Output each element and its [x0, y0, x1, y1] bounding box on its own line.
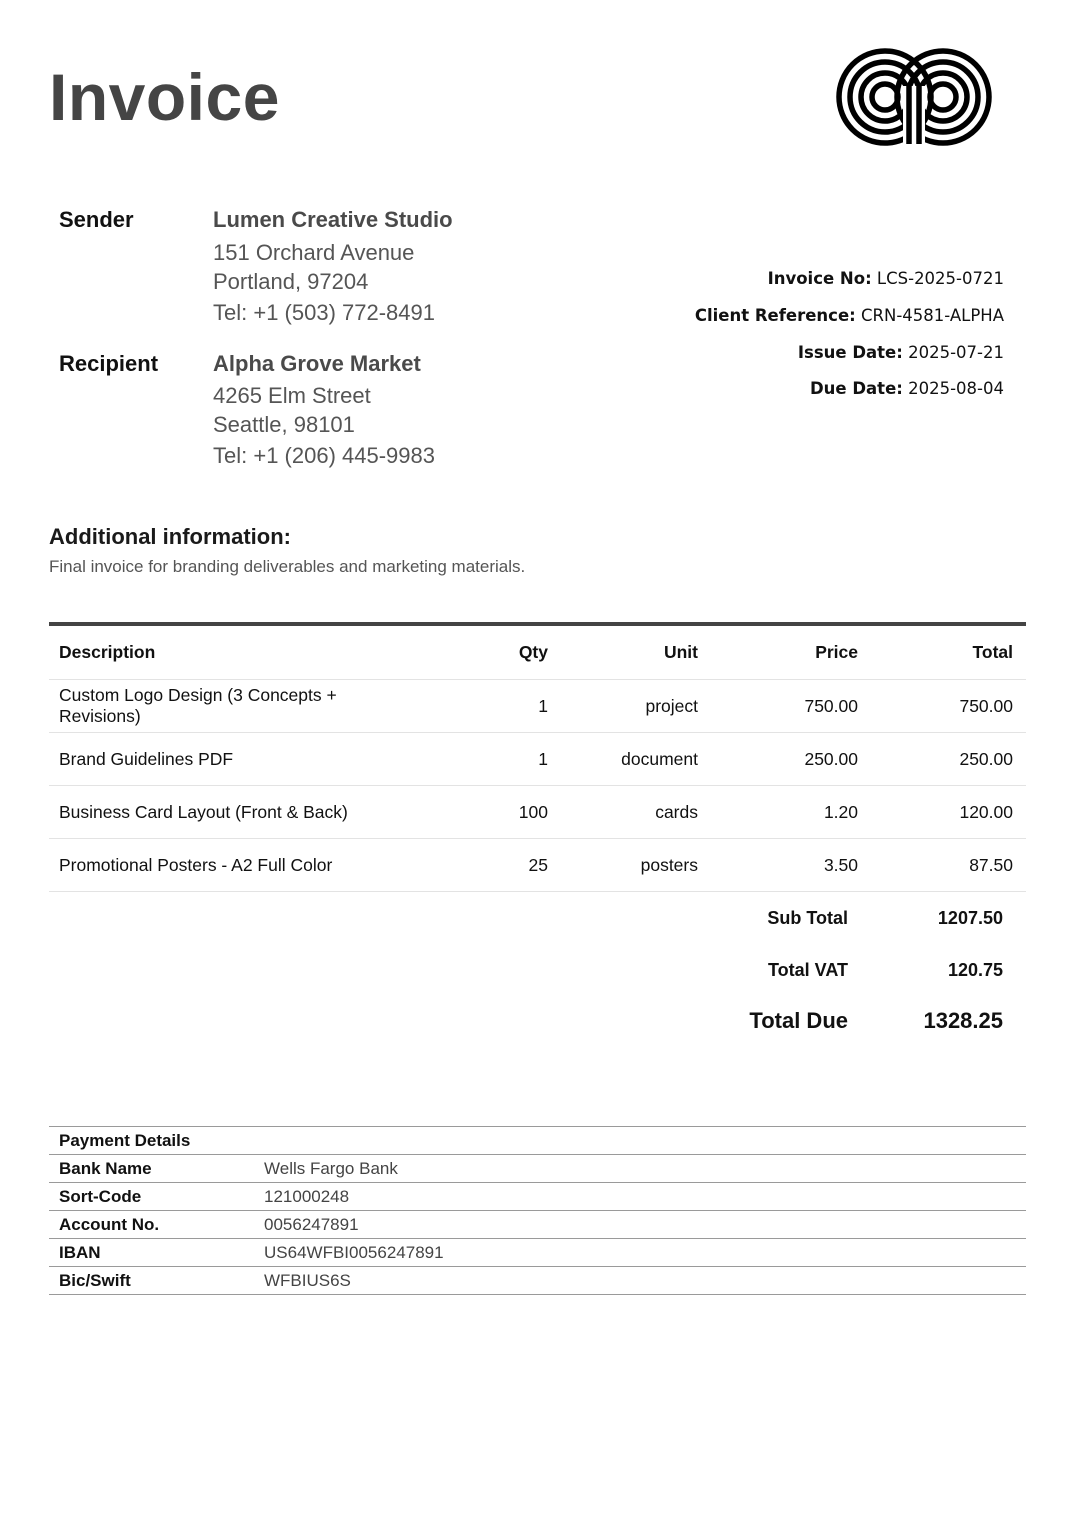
additional-info-title: Additional information: — [49, 524, 291, 549]
item-unit: project — [645, 695, 698, 716]
header-total: Total — [972, 642, 1013, 662]
table-row — [49, 786, 1026, 839]
item-price: 1.20 — [823, 801, 858, 822]
payment-details-title: Payment Details — [59, 1130, 191, 1150]
payment-row — [49, 1267, 1026, 1295]
items-table — [49, 622, 1026, 892]
monogram-logo-icon — [835, 46, 995, 148]
payment-label: Account No. — [59, 1214, 160, 1234]
payment-value: 121000248 — [264, 1186, 350, 1206]
payment-value: Wells Fargo Bank — [264, 1158, 398, 1178]
total-due-value: 1328.25 — [923, 1008, 1003, 1033]
recipient-address: 4265 Elm Street — [213, 383, 371, 408]
item-description: Business Card Layout (Front & Back) — [59, 801, 348, 822]
item-price: 3.50 — [823, 854, 858, 875]
vat-value: 120.75 — [947, 960, 1003, 980]
sender-city: Portland, 97204 — [213, 269, 369, 294]
item-description: Brand Guidelines PDF — [59, 748, 234, 769]
sender-name: Lumen Creative Studio — [213, 207, 453, 232]
recipient-tel: Tel: +1 (206) 445-9983 — [213, 443, 435, 468]
payment-details-table — [49, 1126, 1026, 1295]
item-qty: 25 — [528, 854, 548, 875]
table-row — [49, 839, 1026, 892]
header-unit: Unit — [663, 642, 698, 662]
item-total: 250.00 — [959, 748, 1013, 769]
header-qty: Qty — [518, 642, 548, 662]
item-qty: 1 — [538, 695, 548, 716]
additional-info-text: Final invoice for branding deliverables and marketing materials. — [49, 557, 526, 576]
item-total: 87.50 — [969, 854, 1013, 875]
payment-label: Bic/Swift — [59, 1270, 131, 1290]
sender-label: Sender — [59, 207, 134, 232]
item-price: 250.00 — [804, 748, 858, 769]
item-qty: 1 — [538, 748, 548, 769]
sender-address: 151 Orchard Avenue — [213, 240, 415, 265]
header-price: Price — [815, 642, 858, 662]
recipient-label: Recipient — [59, 351, 159, 376]
header-description: Description — [59, 642, 156, 662]
item-qty: 100 — [518, 801, 548, 822]
vat-label: Total VAT — [768, 960, 848, 980]
page-title: Invoice — [49, 60, 280, 134]
table-header-row — [49, 626, 1026, 680]
client-reference: Client Reference: CRN-4581-ALPHA — [694, 306, 1004, 325]
invoice-number: Invoice No: LCS-2025-0721 — [767, 269, 1004, 288]
due-date: Due Date: 2025-08-04 — [809, 379, 1004, 398]
item-unit: document — [621, 748, 698, 769]
item-unit: posters — [640, 854, 698, 875]
payment-row — [49, 1183, 1026, 1211]
payment-label: Bank Name — [59, 1158, 152, 1178]
payment-details-header — [49, 1127, 1026, 1155]
payment-row — [49, 1155, 1026, 1183]
item-description: Custom Logo Design (3 Concepts + Revisions) — [59, 685, 337, 726]
sender-tel: Tel: +1 (503) 772-8491 — [213, 300, 435, 325]
payment-row — [49, 1211, 1026, 1239]
item-description: Promotional Posters - A2 Full Color — [59, 854, 333, 875]
recipient-city: Seattle, 98101 — [213, 412, 355, 437]
subtotal-value: 1207.50 — [937, 908, 1003, 928]
total-due-label: Total Due — [749, 1008, 848, 1033]
item-total: 750.00 — [959, 695, 1013, 716]
item-price: 750.00 — [804, 695, 858, 716]
item-unit: cards — [655, 801, 698, 822]
issue-date: Issue Date: 2025-07-21 — [797, 343, 1004, 362]
table-row — [49, 680, 1026, 733]
payment-value: WFBIUS6S — [264, 1270, 351, 1290]
table-row — [49, 733, 1026, 786]
payment-label: Sort-Code — [59, 1186, 142, 1206]
payment-label: IBAN — [59, 1242, 101, 1262]
payment-value: 0056247891 — [264, 1214, 359, 1234]
recipient-name: Alpha Grove Market — [213, 351, 421, 376]
item-total: 120.00 — [959, 801, 1013, 822]
subtotal-label: Sub Total — [767, 908, 848, 928]
payment-value: US64WFBI0056247891 — [264, 1242, 444, 1262]
payment-row — [49, 1239, 1026, 1267]
